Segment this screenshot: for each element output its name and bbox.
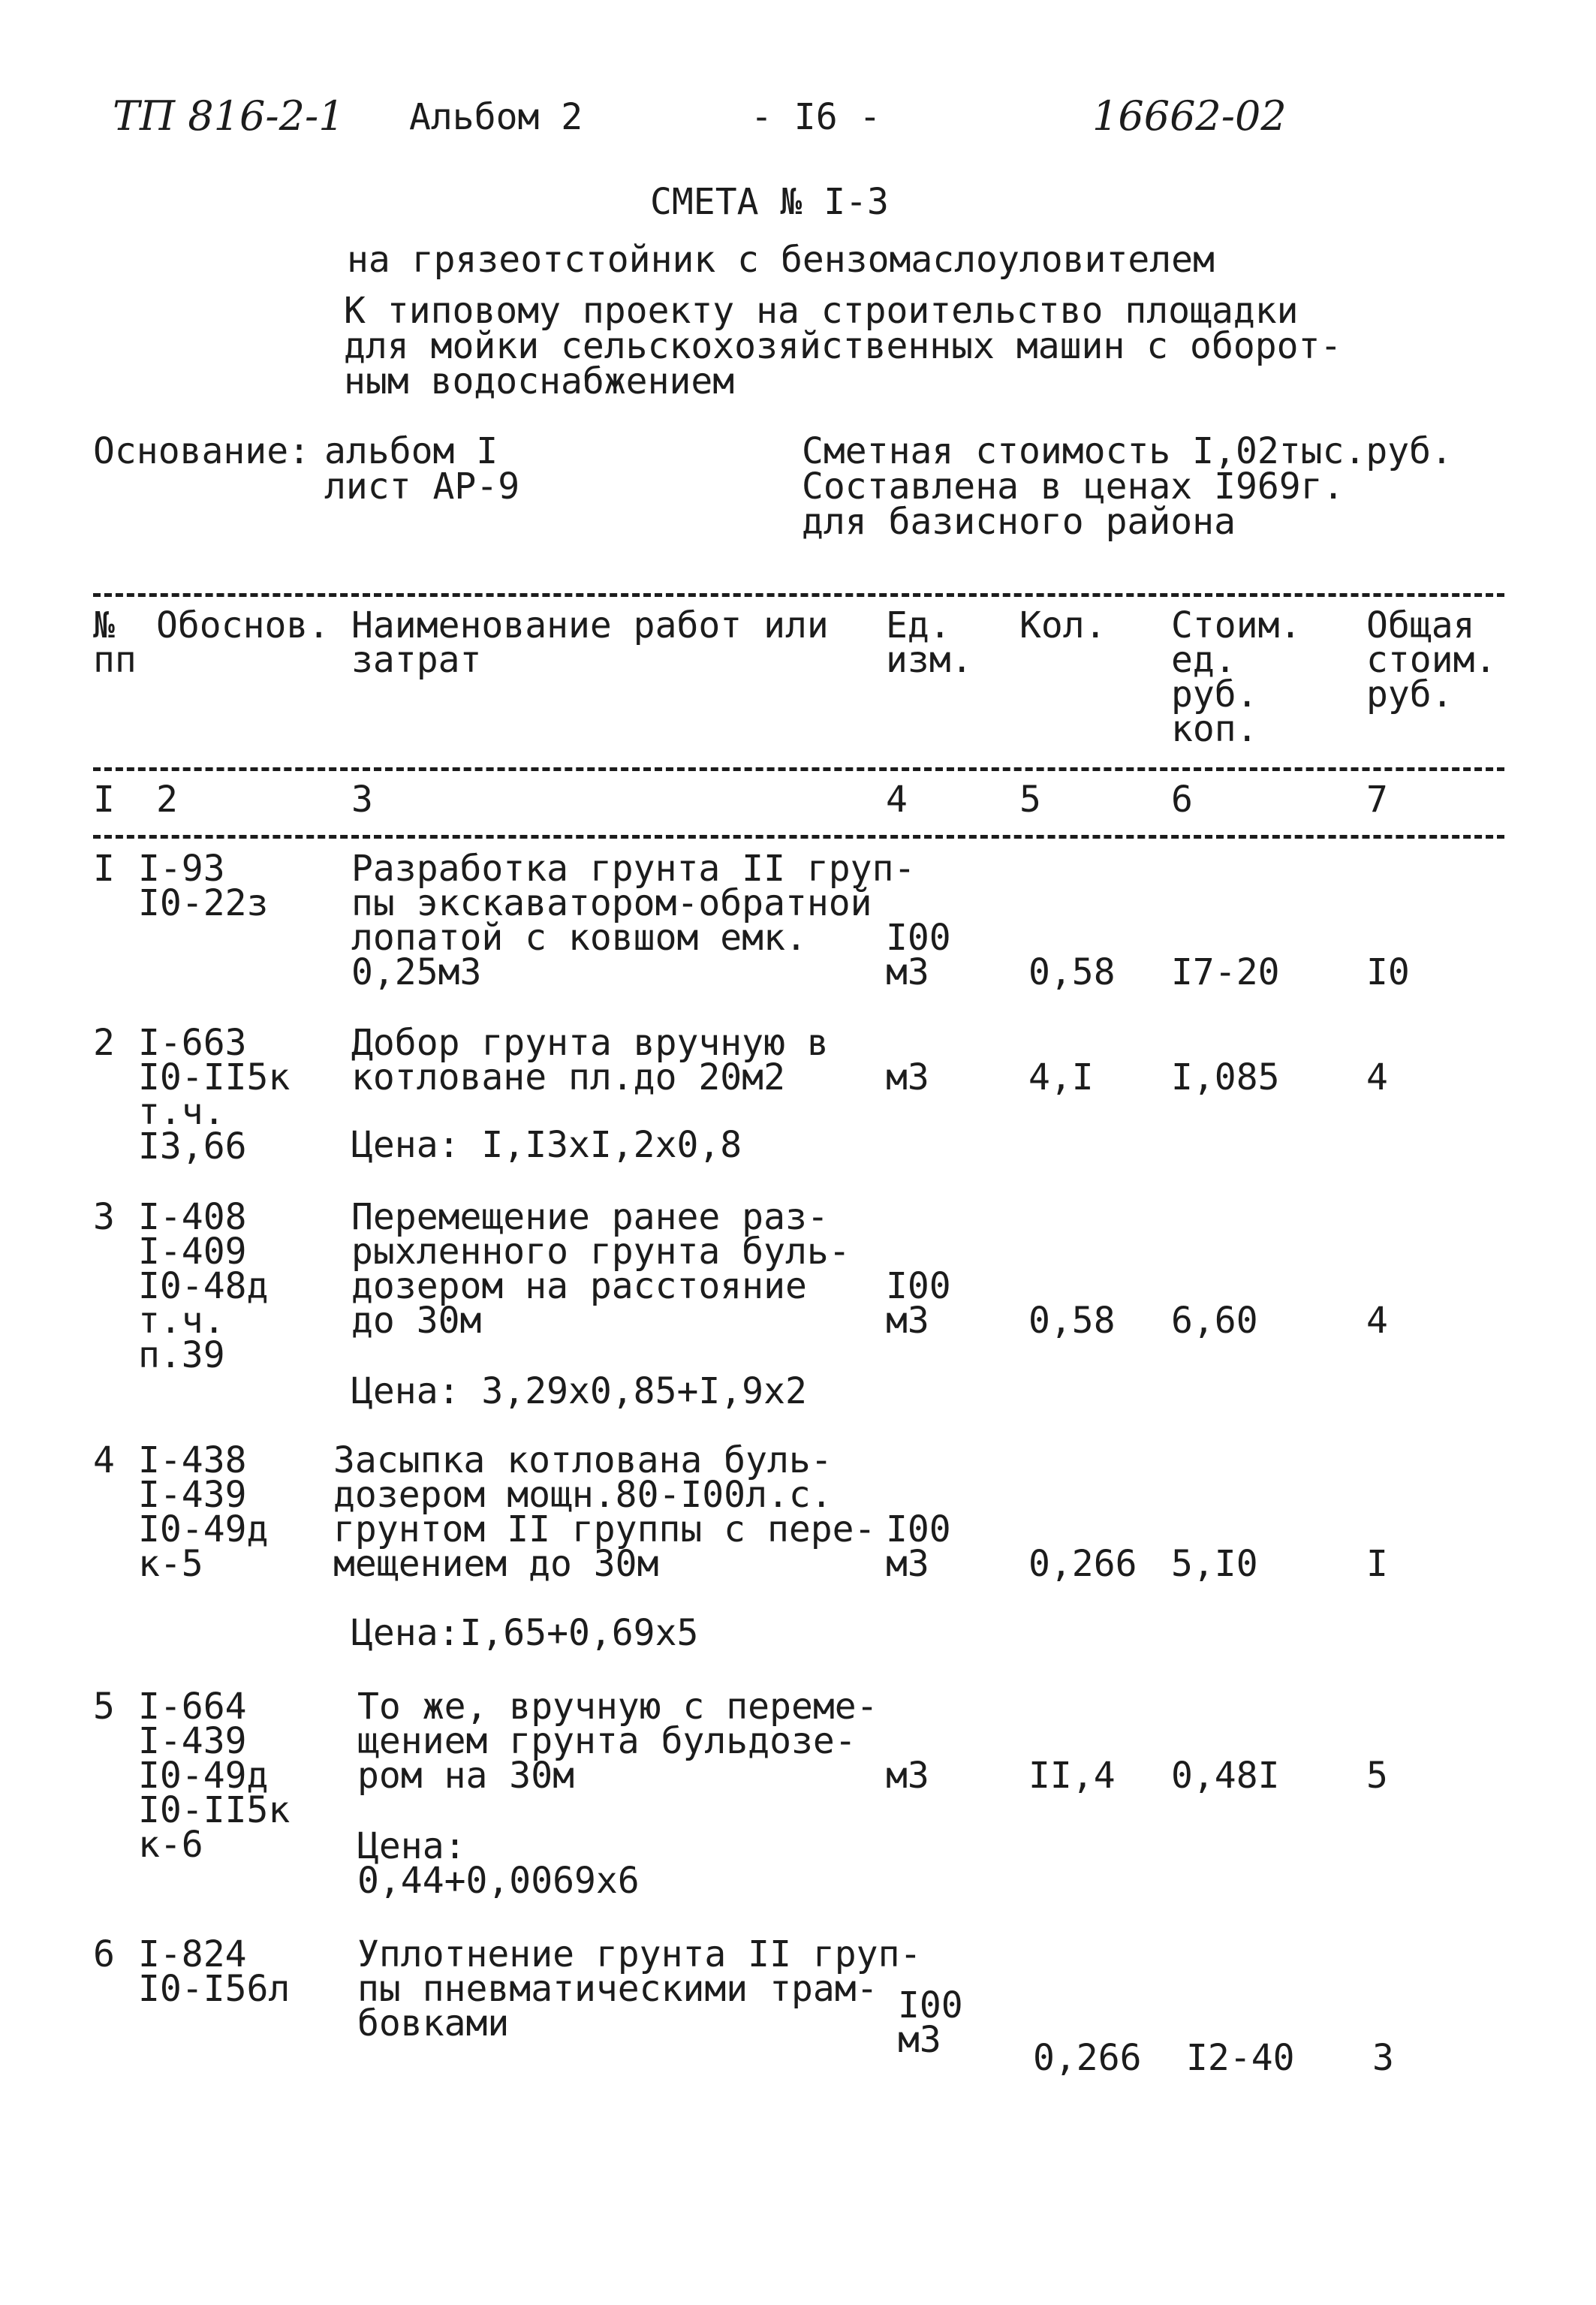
row-number: 5 [93, 1686, 115, 1728]
row-work-name: Разработка грунта II груп- пы экскаватором-обратной лопатой с ковшом емк. 0,25м3 [351, 848, 916, 993]
row-work-name: Засыпка котлована буль- дозером мощн.80-I00л.с. грунтом II группы с пере- мещением до 30м [333, 1439, 876, 1585]
estimated-cost: Сметная стоимость I,02тыс.руб. [802, 430, 1453, 472]
row-unit-cost: I2-40 [1186, 2037, 1295, 2079]
row-basis: I-663 I0-II5к т.ч. I3,66 [138, 1022, 291, 1168]
document-number: 16662-02 [1092, 92, 1287, 140]
row-unit: м3 [886, 1755, 929, 1797]
col-number-4: 4 [886, 779, 908, 821]
row-total: 4 [1366, 1056, 1388, 1098]
row-quantity: II,4 [1028, 1755, 1116, 1797]
col-number-7: 7 [1366, 779, 1388, 821]
price-year: Составлена в ценах I969г. [802, 466, 1345, 508]
row-price-note: Цена: 3,29x0,85+I,9x2 [351, 1370, 807, 1412]
row-quantity: 0,266 [1033, 2037, 1142, 2079]
row-quantity: 0,58 [1028, 951, 1116, 993]
row-unit: I00 м3 [898, 1984, 963, 2061]
page-number: - I6 - [751, 96, 881, 138]
row-work-name: Перемещение ранее раз- рыхленного грунта буль- дозером на расстояние до 30м [351, 1196, 851, 1342]
row-quantity: 0,58 [1028, 1300, 1116, 1342]
row-basis: I-408 I-409 I0-48д т.ч. п.39 [138, 1196, 269, 1376]
row-price-note: Цена: 0,44+0,0069x6 [357, 1825, 640, 1902]
header-bottom-rule [93, 767, 1504, 771]
col-header-unit: Ед. изм. [886, 604, 973, 681]
basis-sheet: лист АР-9 [324, 466, 520, 508]
basis-album: альбом I [324, 430, 498, 472]
col-number-5: 5 [1019, 779, 1041, 821]
row-number: 2 [93, 1022, 115, 1064]
row-unit: I00 м3 [886, 917, 951, 993]
row-unit: I00 м3 [886, 1265, 951, 1342]
row-price-note: Цена: I,I3xI,2x0,8 [351, 1124, 742, 1166]
row-total: 5 [1366, 1755, 1388, 1797]
col-number-2: 2 [156, 779, 178, 821]
col-header-num: № пп [93, 604, 137, 681]
row-unit: I00 м3 [886, 1508, 951, 1585]
album-label: Альбом 2 [409, 96, 583, 138]
row-quantity: 0,266 [1028, 1543, 1137, 1585]
doc-code: ТП 816-2-1 [113, 92, 345, 140]
col-number-3: 3 [351, 779, 373, 821]
estimate-title: СМЕТА № I-3 [650, 181, 889, 223]
row-number: 4 [93, 1439, 115, 1481]
row-unit: м3 [886, 1056, 929, 1098]
basis-label: Основание: [93, 430, 310, 472]
row-total: I0 [1366, 951, 1410, 993]
row-work-name: То же, вручную с переме- щением грунта бульдозе- ром на 30м [357, 1686, 878, 1797]
row-basis: I-824 I0-I56л [138, 1933, 291, 2010]
row-work-name: Уплотнение грунта II груп- пы пневматическими трам- бовками [357, 1933, 922, 2044]
row-number: I [93, 848, 115, 890]
base-region: для базисного района [802, 501, 1236, 543]
row-basis: I-438 I-439 I0-49д к-5 [138, 1439, 269, 1585]
row-unit-cost: 0,48I [1171, 1755, 1280, 1797]
column-numbers-rule [93, 835, 1504, 839]
row-work-name: Добор грунта вручную в котловане пл.до 20м2 [351, 1022, 829, 1098]
row-total: 4 [1366, 1300, 1388, 1342]
row-number: 3 [93, 1196, 115, 1238]
row-unit-cost: I,085 [1171, 1056, 1280, 1098]
project-line-3: ным водоснабжением [344, 360, 735, 402]
row-basis: I-93 I0-22з [138, 848, 269, 924]
row-unit-cost: I7-20 [1171, 951, 1280, 993]
project-line-1: К типовому проекту на строительство площадки [344, 290, 1299, 332]
row-unit-cost: 6,60 [1171, 1300, 1258, 1342]
project-line-2: для мойки сельскохозяйственных машин с оборот- [344, 325, 1342, 367]
col-header-name: Наименование работ или затрат [351, 604, 829, 681]
row-total: 3 [1372, 2037, 1394, 2079]
col-header-total: Общая стоим. руб. [1366, 604, 1497, 716]
row-quantity: 4,I [1028, 1056, 1094, 1098]
row-number: 6 [93, 1933, 115, 1975]
col-number-1: I [93, 779, 115, 821]
estimate-subtitle: на грязеотстойник с бензомаслоуловителем [347, 239, 1215, 281]
col-number-6: 6 [1171, 779, 1193, 821]
col-header-unit-cost: Стоим. ед. руб. коп. [1171, 604, 1302, 750]
row-basis: I-664 I-439 I0-49д I0-II5к к-6 [138, 1686, 291, 1866]
row-price-note: Цена:I,65+0,69x5 [351, 1612, 699, 1654]
col-header-qty: Кол. [1019, 604, 1107, 646]
row-total: I [1366, 1543, 1388, 1585]
table-top-rule [93, 593, 1504, 597]
col-header-basis: Обоснов. [156, 604, 330, 646]
row-unit-cost: 5,I0 [1171, 1543, 1258, 1585]
